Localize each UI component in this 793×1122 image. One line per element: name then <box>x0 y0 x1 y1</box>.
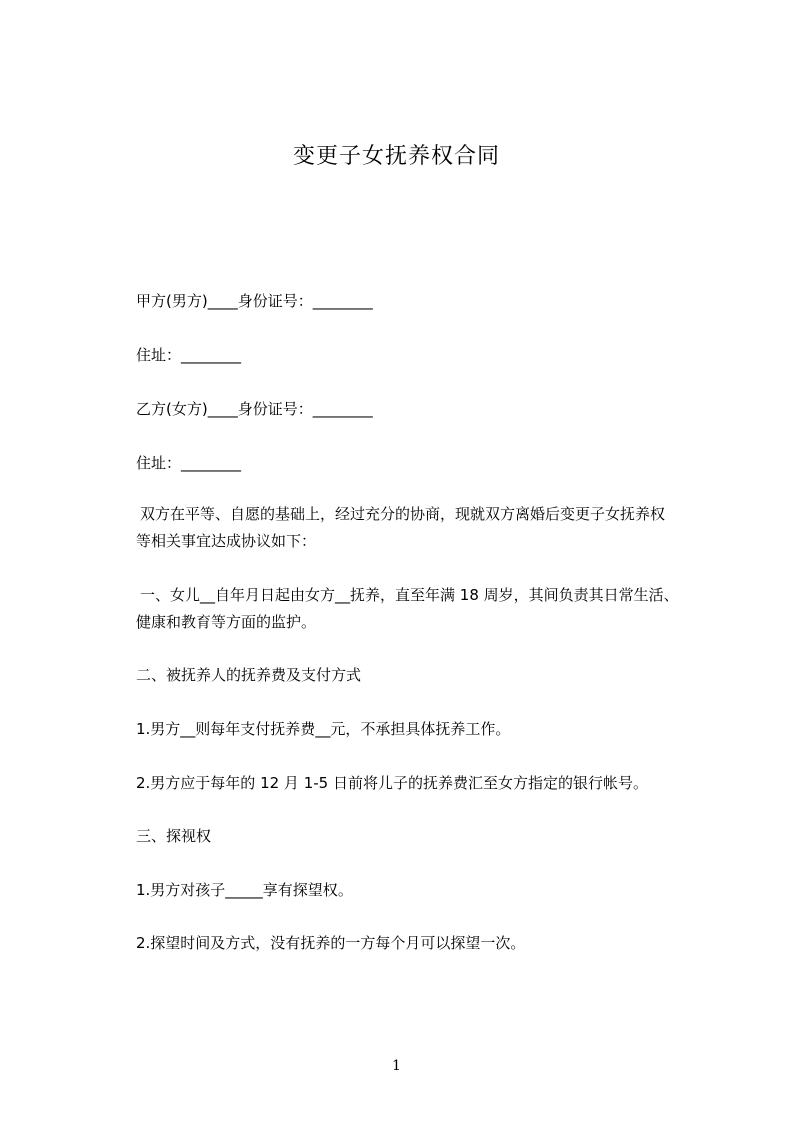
party-b-line: 乙方(女方)____身份证号：________ <box>136 400 373 418</box>
page-title: 变更子女抚养权合同 <box>292 144 500 169</box>
intro-paragraph-line-1: 双方在平等、自愿的基础上，经过充分的协商，现就双方离婚后变更子女抚养权 <box>140 505 666 523</box>
section-3-item-1: 1.男方对孩子_____享有探望权。 <box>136 881 353 899</box>
party-a-line: 甲方(男方)____身份证号：________ <box>136 292 373 310</box>
intro-paragraph-line-2: 等相关事宜达成协议如下： <box>136 532 317 550</box>
section-2-item-1: 1.男方__则每年支付抚养费__元，不承担具体抚养工作。 <box>136 720 511 738</box>
clause-1-line-1: 一、女儿__自年月日起由女方__抚养，直至年满 18 周岁，其间负责其日常生活、 <box>140 586 679 604</box>
section-2-item-2: 2.男方应于每年的 12 月 1-5 日前将儿子的抚养费汇至女方指定的银行帐号。 <box>136 774 648 792</box>
page-number: 1 <box>392 1058 401 1074</box>
clause-1-line-2: 健康和教育等方面的监护。 <box>136 613 317 631</box>
party-b-address: 住址：________ <box>136 454 242 472</box>
section-2-heading: 二、被抚养人的抚养费及支付方式 <box>136 666 362 684</box>
section-3-item-2: 2.探望时间及方式，没有抚养的一方每个月可以探望一次。 <box>136 934 526 952</box>
section-3-heading: 三、探视权 <box>136 827 212 845</box>
party-a-address: 住址：________ <box>136 346 242 364</box>
